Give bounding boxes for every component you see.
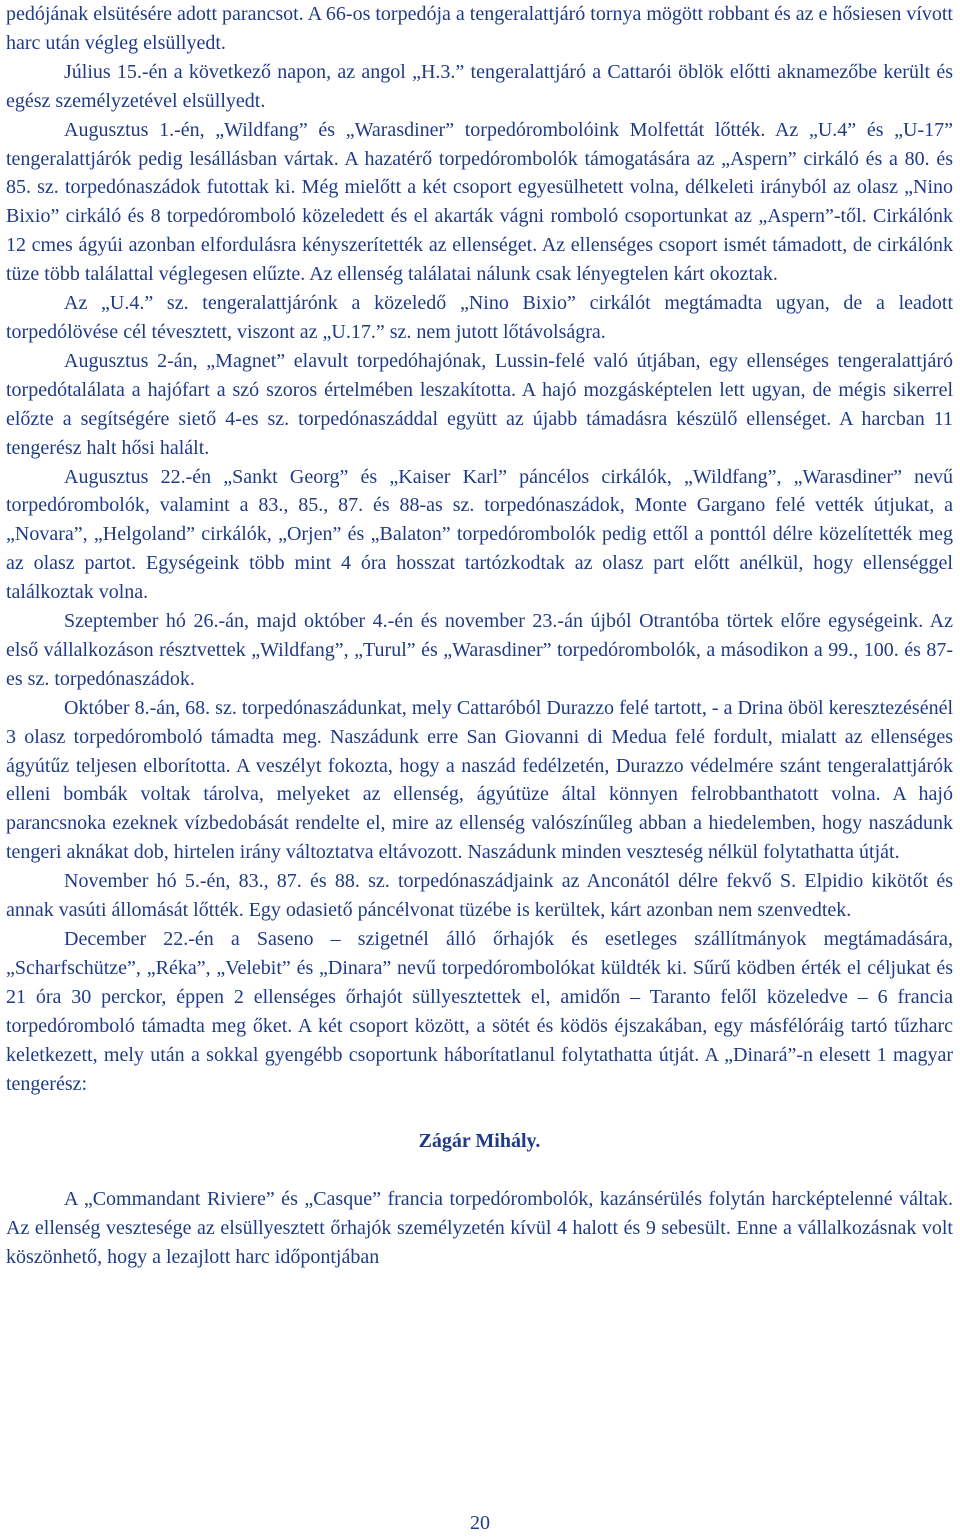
paragraph-september-26: Szeptember hó 26.-án, majd október 4.-én és november 23.-án újból Otrantóba törtek előre egységeink. Az első vállalkozáson résztvettek „Wildfang”, „Turul” és „Warasdiner” torpedórombolók, a másodikon a 99., 100. és 87-es sz. torpedónaszádok. (6, 610, 953, 690)
spacer (6, 1098, 953, 1127)
paragraph-july-15: Július 15.-én a következő napon, az angol „H.3.” tengeralattjáró a Cattarói öblök előtti aknamezőbe került és egész személyzetével elsüllyedt. (6, 60, 953, 112)
paragraph-continuation: pedójának elsütésére adott parancsot. A 66-os torpedója a tengeralattjáró tornya mögött robbant és az e hősiesen vívott harc után végleg elsüllyedt. (6, 3, 953, 54)
fallen-sailor-name: Zágár Mihály. (418, 1130, 541, 1153)
paragraph-u4: Az „U.4.” sz. tengeralattjárónk a közeledő „Nino Bixio” cirkálót megtámadta ugyan, de a leadott torpedólövése cél tévesztett, viszont az „U.17.” sz. nem jutott lőtávolságra. (6, 292, 953, 343)
paragraph-november-5: November hó 5.-én, 83., 87. és 88. sz. torpedónaszádjaink az Anconától délre fekvő S. Elpidio kikötőt és annak vasúti állomását lőtték. Egy odasiető páncélvonat tüzébe is kerültek, kárt azonban nem szenvedtek. (6, 870, 953, 922)
paragraph-august-1: Augusztus 1.-én, „Wildfang” és „Warasdiner” torpedórombolóink Molfettát lőtték. Az „U.4” és „U-17” tengeralattjárók pedig lesállásban vártak. A hazatérő torpedórombolók támogatására az „Aspern” cirkáló és a 80. és 85. sz. torpedónaszádok futottak ki. Még mielőtt a két csoport egyesülhetett volna, délkeleti irányból az olasz „Nino Bixio” cirkáló és 8 torpedóromboló közeledett és el akarták vágni romboló csoportunkat az „Aspern”-től. Cirkálónk 12 cmes ágyúi azonban elfordulásra kényszerítették az ellenséget. Az ellenséges csoport ismét támadott, de cirkálónk tüze több találattal véglegesen elűzte. Az ellenség találatai nálunk csak lényegtelen kárt okoztak. (6, 118, 953, 286)
paragraph-december-22: December 22.-én a Saseno – szigetnél álló őrhajók és esetleges szállítmányok megtámadására, „Scharfschütze”, „Réka”, „Velebit” és „Dinara” nevű torpedórombolókat küldték ki. Sűrű ködben érték el céljukat és 21 óra 30 perckor, éppen 2 ellenséges őrhajót süllyesztettek el, amidőn – Taranto felől közeledve – 6 francia torpedóromboló támadta meg őket. A két csoport között, a sötét és ködös éjszakában, egy másfélóráig tartó tűzharc keletkezett, mely után a sokkal gyengébb csoportunk háborítatlanul folytathatta útját. A „Dinará”-n elesett 1 magyar tengerész: (6, 928, 953, 1095)
spacer (6, 1156, 953, 1185)
page-number: 20 (470, 1512, 490, 1534)
paragraph-october-8: Október 8.-án, 68. sz. torpedónaszádunkat, mely Cattaróból Durazzo felé tartott, - a Drina öböl keresztezésénél 3 olasz torpedóromboló támadta meg. Naszádunk erre San Giovanni di Medua felé fordult, mialatt az ellenséges ágyútűz teljesen elborította. A veszélyt fokozta, hogy a naszád fedélzetén, Durazzo védelmére szánt tengeralattjárók elleni bombák voltak tárolva, melyeket az ellenség, ágyútüze által könnyen felrobbanthatott volna. A hajó parancsnoka ezeknek vízbedobását rendelte el, mire az ellenség valószínűleg abban a hiedelemben, hogy naszádunk tengeri aknákat dob, hirtelen irány változtatva eltávozott. Naszádunk minden veszteség nélkül folytathatta útját. (6, 696, 953, 864)
document-body (6, 0, 953, 1272)
paragraph-august-2: Augusztus 2-án, „Magnet” elavult torpedóhajónak, Lussin-felé való útjában, egy ellenséges tengeralattjáró torpedótalálata a hajófart a szó szoros értelmében leszakította. A hajó mozgásképtelen lett ugyan, de mégis sikerrel előzte a segítségére siető 4-es sz. torpedónaszáddal együtt az újabb támadásra készülő ellenséget. A harcban 11 tengerész halt hősi halált. (6, 349, 953, 459)
paragraph-august-22: Augusztus 22.-én „Sankt Georg” és „Kaiser Karl” páncélos cirkálók, „Wildfang”, „Warasdiner” nevű torpedórombolók, valamint a 83., 85., 87. és 88-as sz. torpedónaszádok, Monte Gargano felé vették útjukat, a „Novara”, „Helgoland” cirkálók, „Orjen” és „Balaton” torpedórombolók pedig ettől a ponttól délre közelítették meg az olasz partot. Egységeink több mint 4 óra hosszat tartózkodtak az olasz part előtt anélkül, hogy ellenséggel találkoztak volna. (6, 465, 953, 604)
paragraph-commandant-riviere: A „Commandant Riviere” és „Casque” francia torpedórombolók, kazánsérülés folytán harcképtelenné váltak. Az ellenség vesztesége az elsüllyesztett őrhajók személyzetén kívül 4 halott és 9 sebesült. Enne a vállalkozásnak volt köszönhető, hogy a lezajlott harc időpontjában (6, 1188, 953, 1269)
